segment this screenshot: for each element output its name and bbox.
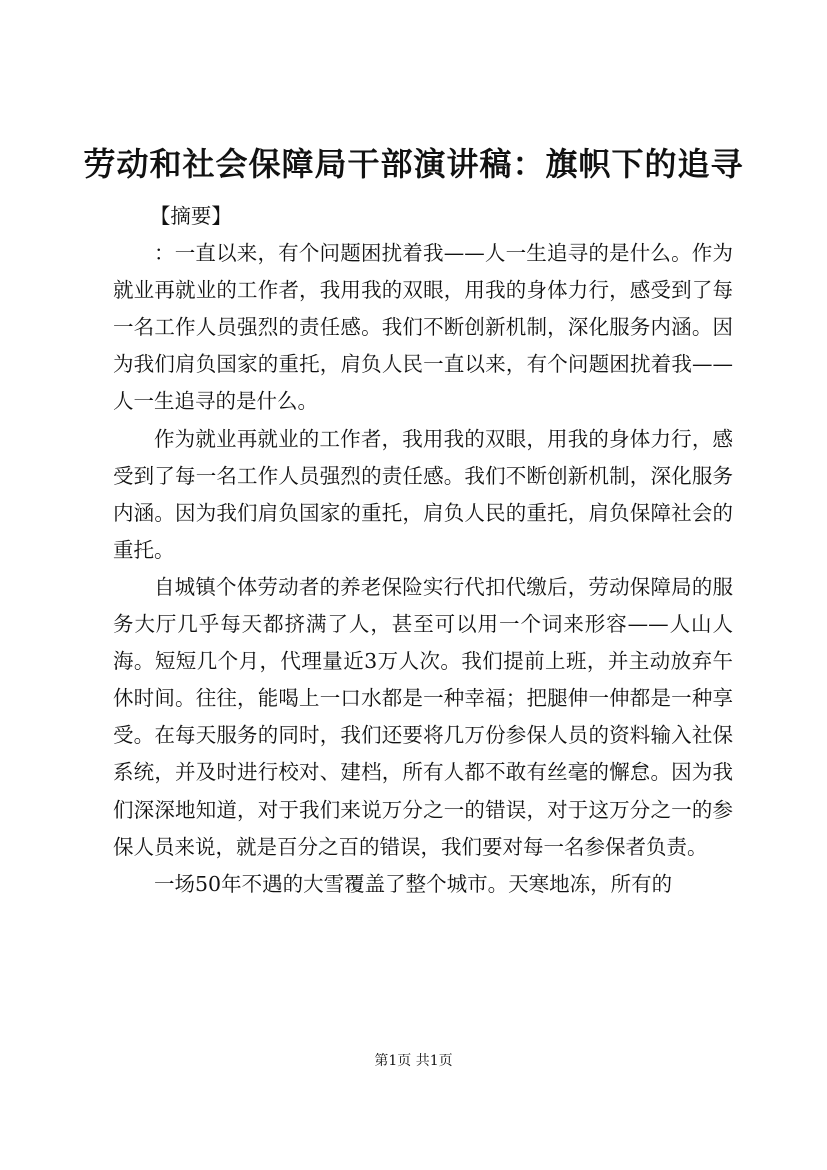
document-body [113,198,733,903]
page-footer: 第1页 共1页 [374,1053,453,1069]
paragraph-2: 作为就业再就业的工作者，我用我的双眼，用我的身体力行，感受到了每一名工作人员强烈的责任感。我们不断创新机制，深化服务内涵。因为我们肩负国家的重托，肩负人民的重托，肩负保障社会的重托。 [113,426,733,562]
paragraph-4: 一场50年不遇的大雪覆盖了整个城市。天寒地冻，所有的 [154,871,673,896]
paragraph-3: 自城镇个体劳动者的养老保险实行代扣代缴后，劳动保障局的服务大厅几乎每天都挤满了人，甚至可以用一个词来形容——人山人海。短短几个月，代理量近3万人次。我们提前上班，并主动放弃午休时间。往往，能喝上一口水都是一种幸福；把腿伸一伸都是一种享受。在每天服务的同时，我们还要将几万份参保人员的资料输入社保系统，并及时进行校对、建档，所有人都不敢有丝毫的懈怠。因为我们深深地知道，对于我们来说万分之一的错误，对于这万分之一的参保人员来说，就是百分之百的错误，我们要对每一名参保者负责。 [113,574,733,859]
document-title: 劳动和社会保障局干部演讲稿：旗帜下的追寻 [83,145,744,183]
paragraph-1: ：一直以来，有个问题困扰着我——人一生追寻的是什么。作为就业再就业的工作者，我用我的双眼，用我的身体力行，感受到了每一名工作人员强烈的责任感。我们不断创新机制，深化服务内涵。因为我们肩负国家的重托，肩负人民一直以来，有个问题困扰着我——人一生追寻的是什么。 [113,241,733,414]
abstract-label: 【摘要】 [149,204,232,228]
